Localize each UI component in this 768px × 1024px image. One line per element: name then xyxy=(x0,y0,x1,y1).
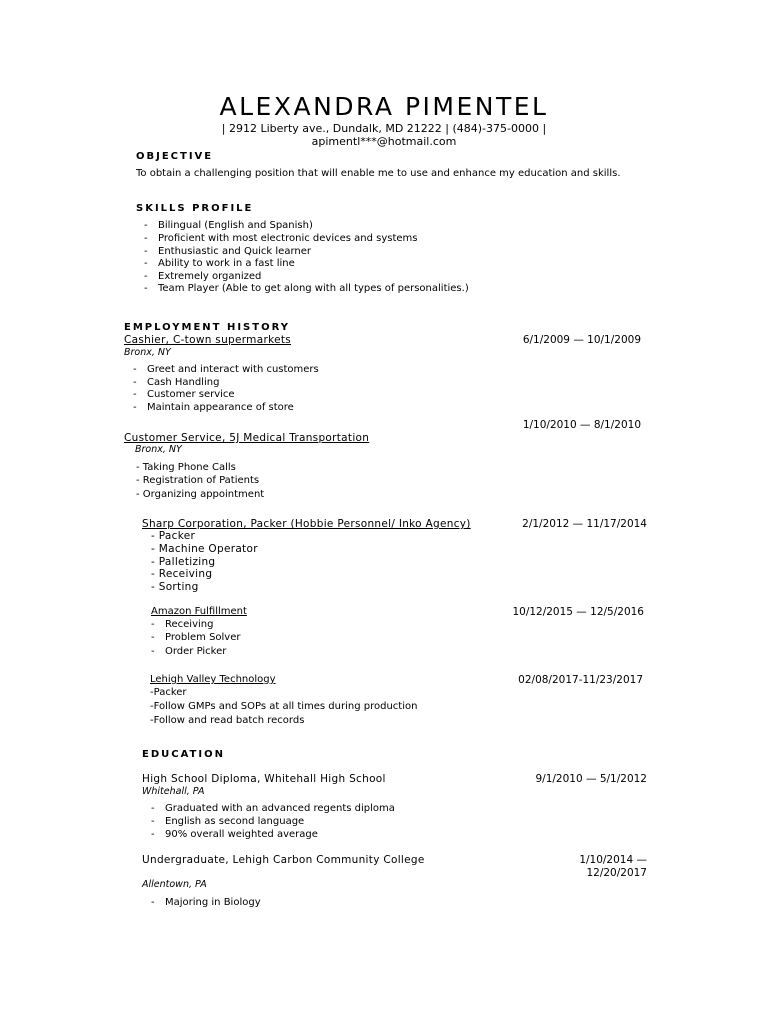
list-item: - Enthusiastic and Quick learner xyxy=(144,246,311,257)
job-dates: 1/10/2010 — 8/1/2010 xyxy=(522,419,641,431)
job-title: Amazon Fulfillment xyxy=(151,606,247,617)
education-title: Undergraduate, Lehigh Carbon Community College xyxy=(142,854,425,866)
list-item: - Sorting xyxy=(151,581,199,593)
list-item: - Organizing appointment xyxy=(136,489,265,500)
list-item: - Maintain appearance of store xyxy=(133,402,294,413)
education-location: Allentown, PA xyxy=(142,879,207,890)
list-item: - Proficient with most electronic devices and systems xyxy=(144,233,418,244)
list-item: - Cash Handling xyxy=(133,377,220,388)
list-item: - Bilingual (English and Spanish) xyxy=(144,220,313,231)
job-dates: 2/1/2012 — 11/17/2014 xyxy=(522,518,647,530)
job-location: Bronx, NY xyxy=(135,444,182,455)
list-item: - Greet and interact with customers xyxy=(133,364,319,375)
list-item: - Ability to work in a fast line xyxy=(144,258,295,269)
list-item: -Packer xyxy=(150,687,187,698)
list-item: - Packer xyxy=(151,530,196,542)
list-item: - Registration of Patients xyxy=(136,475,260,486)
list-item: - English as second language xyxy=(151,816,305,827)
skills-heading: SKILLS PROFILE xyxy=(136,203,254,214)
job-title: Lehigh Valley Technology xyxy=(150,674,276,685)
list-item: -Follow and read batch records xyxy=(150,715,305,726)
list-item: - Team Player (Able to get along with all types of personalities.) xyxy=(144,283,469,294)
list-item: - Customer service xyxy=(133,389,235,400)
objective-heading: OBJECTIVE xyxy=(136,151,214,162)
education-dates: 9/1/2010 — 5/1/2012 xyxy=(535,773,647,785)
list-item: - Receiving xyxy=(151,568,213,580)
job-location: Bronx, NY xyxy=(124,347,171,358)
list-item: - Palletizing xyxy=(151,556,216,568)
list-item: - Machine Operator xyxy=(151,543,258,555)
education-location: Whitehall, PA xyxy=(142,786,205,797)
employment-heading: EMPLOYMENT HISTORY xyxy=(124,322,290,333)
job-dates: 10/12/2015 — 12/5/2016 xyxy=(512,606,644,618)
list-item: - Majoring in Biology xyxy=(151,897,261,908)
list-item: - Graduated with an advanced regents diploma xyxy=(151,803,395,814)
job-dates: 6/1/2009 — 10/1/2009 xyxy=(522,334,641,346)
contact-address-phone: | 2912 Liberty ave., Dundalk, MD 21222 | (484)-375-0000 | xyxy=(221,122,547,135)
list-item: - Order Picker xyxy=(151,646,227,657)
list-item: - Problem Solver xyxy=(151,632,241,643)
job-title: Sharp Corporation, Packer (Hobbie Personnel/ Inko Agency) xyxy=(142,518,471,530)
list-item: - Receiving xyxy=(151,619,214,630)
education-dates-end: 12/20/2017 xyxy=(586,867,647,879)
resume-name: ALEXANDRA PIMENTEL xyxy=(219,92,549,121)
job-title: Cashier, C-town supermarkets xyxy=(124,334,292,346)
list-item: - 90% overall weighted average xyxy=(151,829,318,840)
education-heading: EDUCATION xyxy=(142,749,225,760)
list-item: - Taking Phone Calls xyxy=(136,462,236,473)
contact-email: apimentl***@hotmail.com xyxy=(311,135,457,148)
job-title: Customer Service, 5J Medical Transportation xyxy=(124,432,370,444)
job-dates: 02/08/2017-11/23/2017 xyxy=(518,674,643,686)
objective-text: To obtain a challenging position that will enable me to use and enhance my education and skills. xyxy=(136,168,621,179)
list-item: - Extremely organized xyxy=(144,271,262,282)
list-item: -Follow GMPs and SOPs at all times during production xyxy=(150,701,418,712)
education-title: High School Diploma, Whitehall High School xyxy=(142,773,386,785)
education-dates-start: 1/10/2014 — xyxy=(579,854,647,866)
